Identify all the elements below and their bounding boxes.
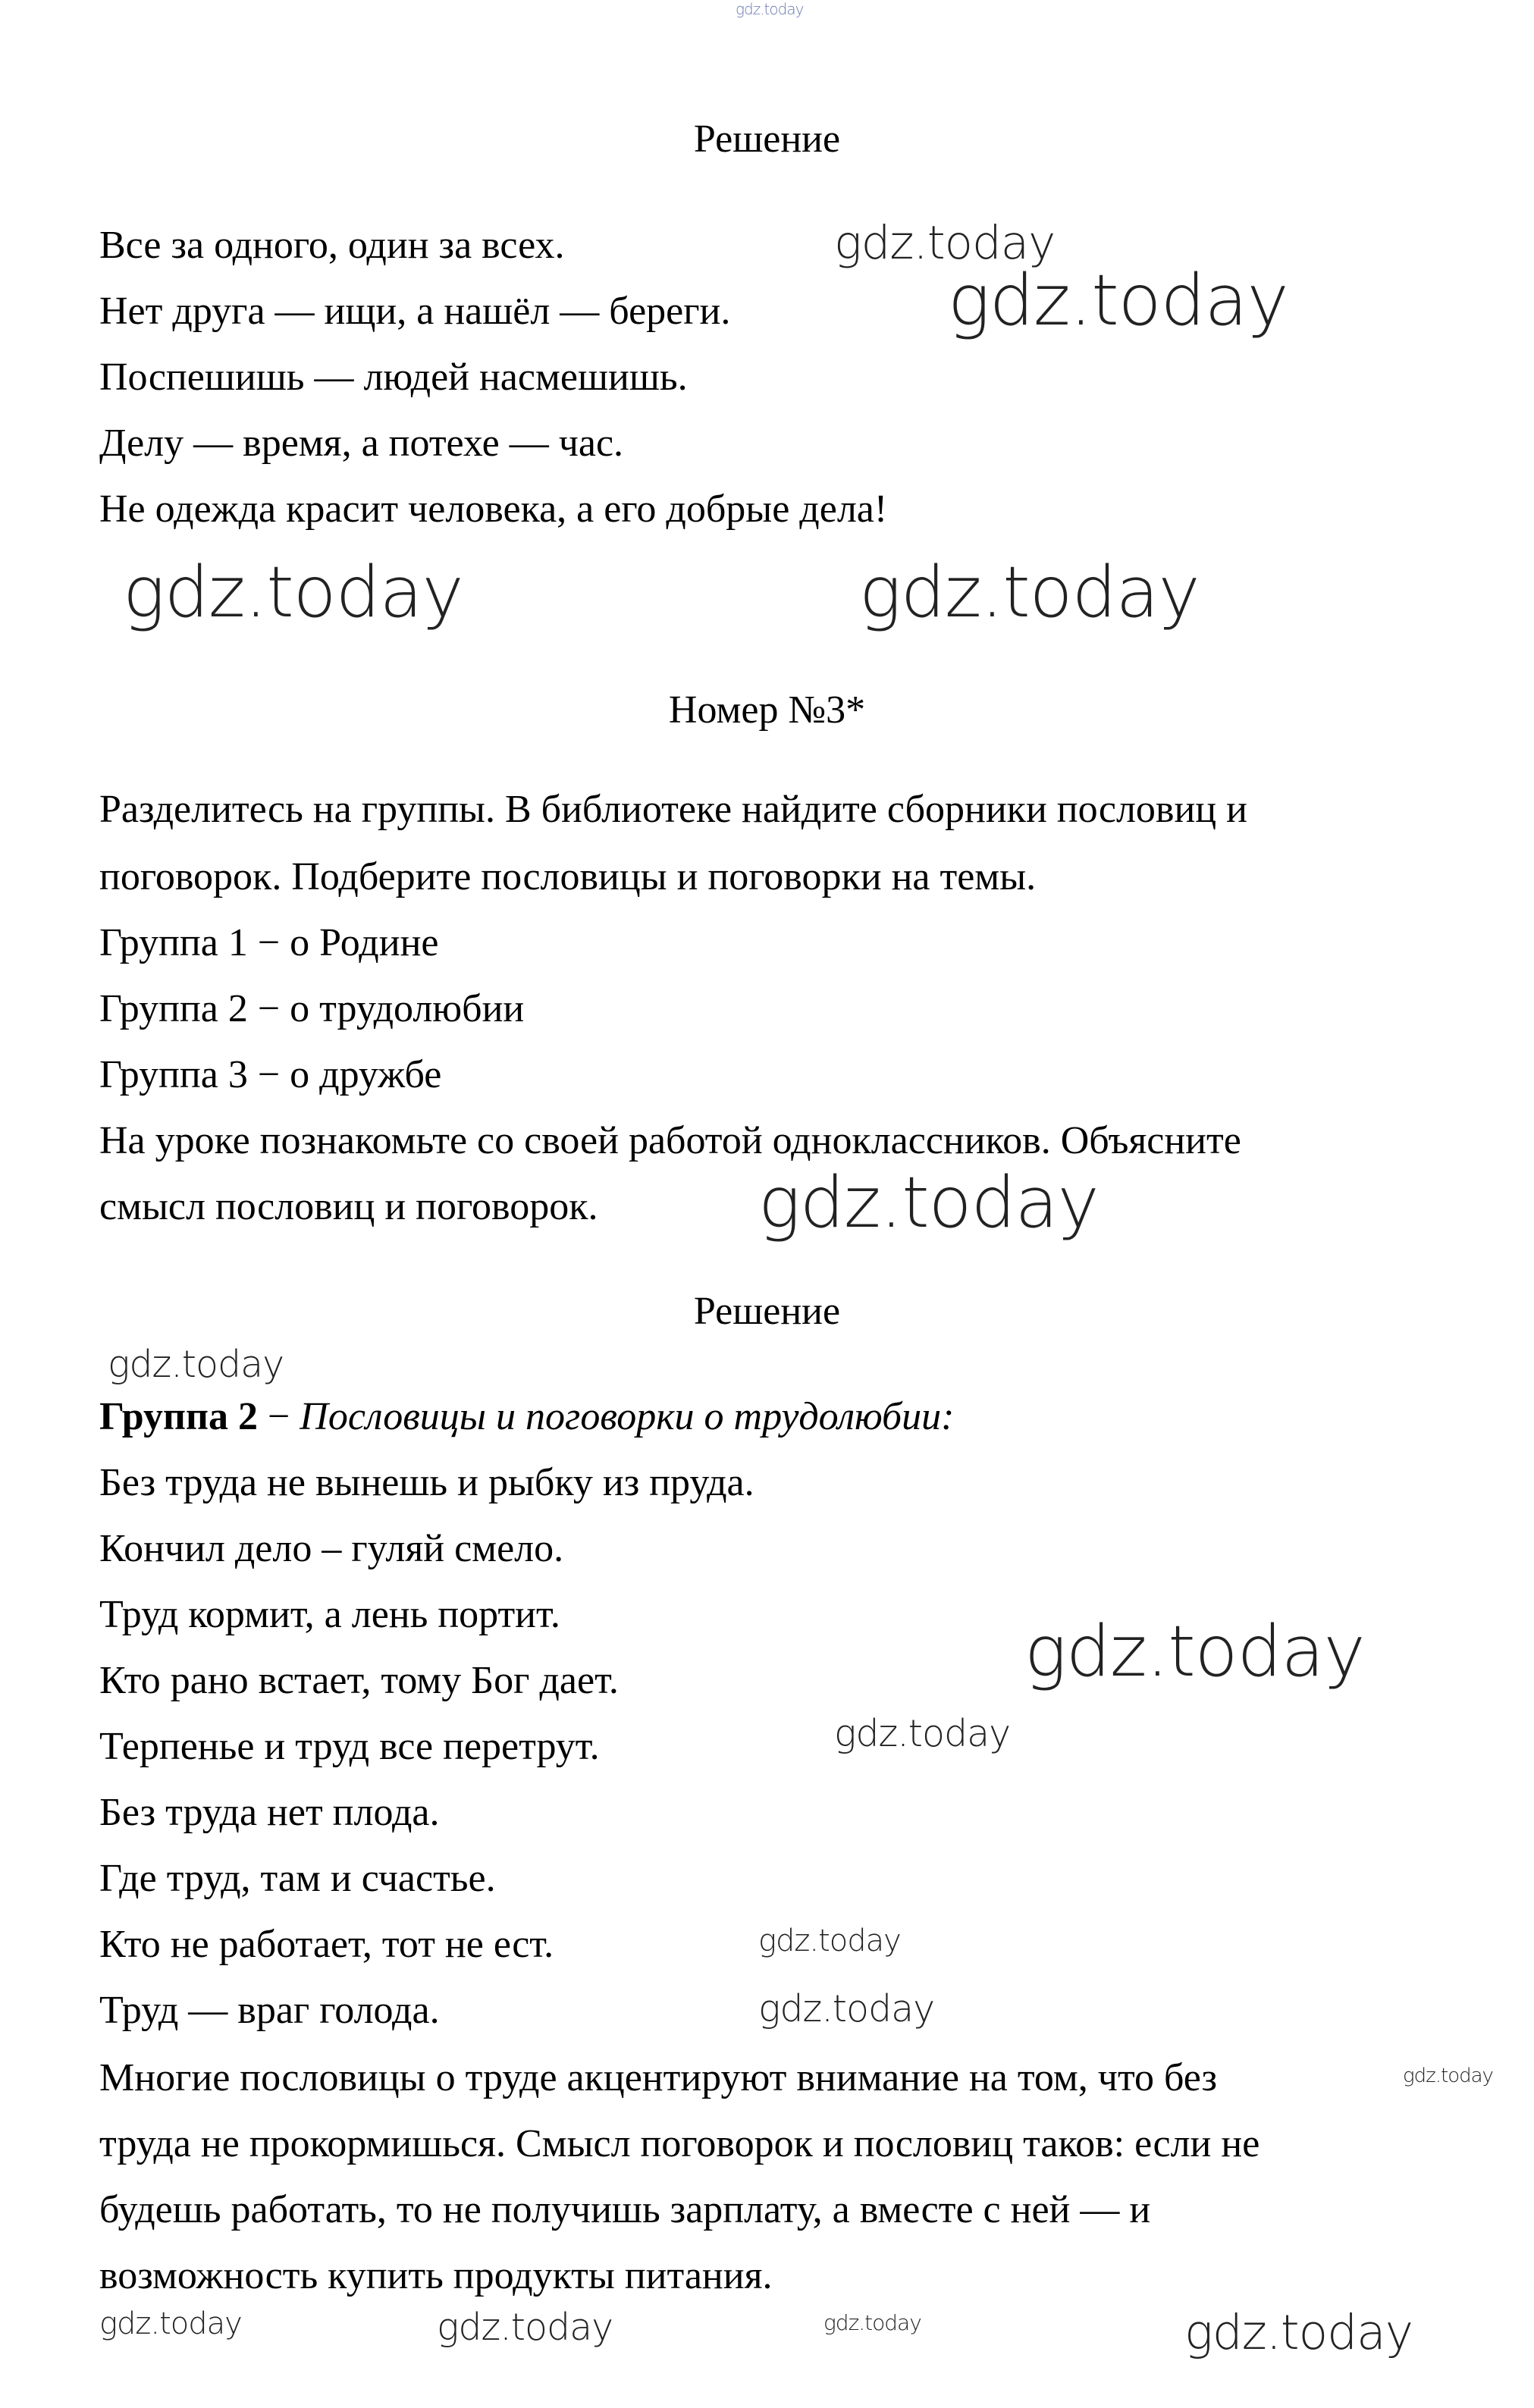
- solution-text-line: возможность купить продукты питания.: [99, 2254, 773, 2298]
- watermark: gdz.today: [108, 1343, 284, 1386]
- solution-text-line: Многие пословицы о труде акцентируют внимание на том, что без: [99, 2056, 1218, 2100]
- watermark: gdz.today: [758, 1987, 935, 2030]
- watermark: gdz.today: [123, 551, 463, 633]
- solution-text-line: Без труда нет плода.: [99, 1791, 440, 1835]
- solution-text-line: Труд — враг голода.: [99, 1989, 440, 2033]
- solution-text-line: Кто не работает, тот не ест.: [99, 1923, 554, 1967]
- solution-text-line: Кончил дело – гуляй смело.: [99, 1527, 564, 1571]
- proverb-line: Все за одного, один за всех.: [99, 223, 565, 267]
- solution-text-line: Где труд, там и счастье.: [99, 1857, 496, 1901]
- watermark: gdz.today: [758, 1162, 1099, 1243]
- proverb-line: Не одежда красит человека, а его добрые дела!: [99, 487, 888, 531]
- header-watermark: gdz.today: [736, 0, 804, 18]
- section1-title: Решение: [693, 118, 841, 161]
- solution-text-line: Без труда не вынешь и рыбку из пруда.: [99, 1461, 754, 1505]
- watermark: gdz.today: [834, 216, 1056, 270]
- section2-title: Решение: [693, 1290, 841, 1333]
- solution-text-line: Труд кормит, а лень портит.: [99, 1593, 560, 1637]
- solution-text-line: будешь работать, то не получишь зарплату, а вместе с ней — и: [99, 2188, 1151, 2232]
- task-text-line: На уроке познакомьте со своей работой одноклассников. Объясните: [99, 1119, 1241, 1163]
- watermark: gdz.today: [1024, 1610, 1365, 1692]
- watermark: gdz.today: [437, 2306, 613, 2349]
- group-colon: :: [941, 1395, 955, 1438]
- group-dash: −: [257, 1395, 300, 1438]
- group-topic: Пословицы и поговорки о трудолюбии: [300, 1395, 942, 1438]
- proverb-line: Делу — время, а потехе — час.: [99, 421, 624, 465]
- watermark: gdz.today: [823, 2310, 921, 2335]
- watermark: gdz.today: [859, 551, 1200, 633]
- task-text-line: поговорок. Подберите пословицы и поговорки на темы.: [99, 855, 1037, 899]
- solution-text-line: Кто рано встает, тому Бог дает.: [99, 1659, 619, 1703]
- proverb-line: Поспешишь — людей насмешишь.: [99, 355, 688, 399]
- task-text-line: Разделитесь на группы. В библиотеке найдите сборники пословиц и: [99, 788, 1247, 832]
- task-text-line: Группа 3 − о дружбе: [99, 1053, 442, 1097]
- group-label: Группа 2: [99, 1395, 258, 1438]
- task-text-line: Группа 2 − о трудолюбии: [99, 987, 525, 1031]
- solution-text-line: Терпенье и труд все перетрут.: [99, 1725, 600, 1769]
- watermark: gdz.today: [834, 1712, 1011, 1755]
- task-text-line: смысл пословиц и поговорок.: [99, 1185, 598, 1229]
- solution-text-line: труда не прокормишься. Смысл поговорок и пословиц таков: если не: [99, 2122, 1260, 2166]
- task-title: Номер №3*: [668, 688, 866, 732]
- proverb-line: Нет друга — ищи, а нашёл — береги.: [99, 289, 731, 333]
- watermark: gdz.today: [1184, 2305, 1413, 2360]
- watermark: gdz.today: [1403, 2065, 1493, 2087]
- watermark: gdz.today: [99, 2306, 242, 2341]
- group-heading: [99, 1394, 954, 1440]
- watermark: gdz.today: [948, 259, 1288, 341]
- watermark: gdz.today: [758, 1924, 901, 1958]
- task-text-line: Группа 1 − о Родине: [99, 921, 439, 965]
